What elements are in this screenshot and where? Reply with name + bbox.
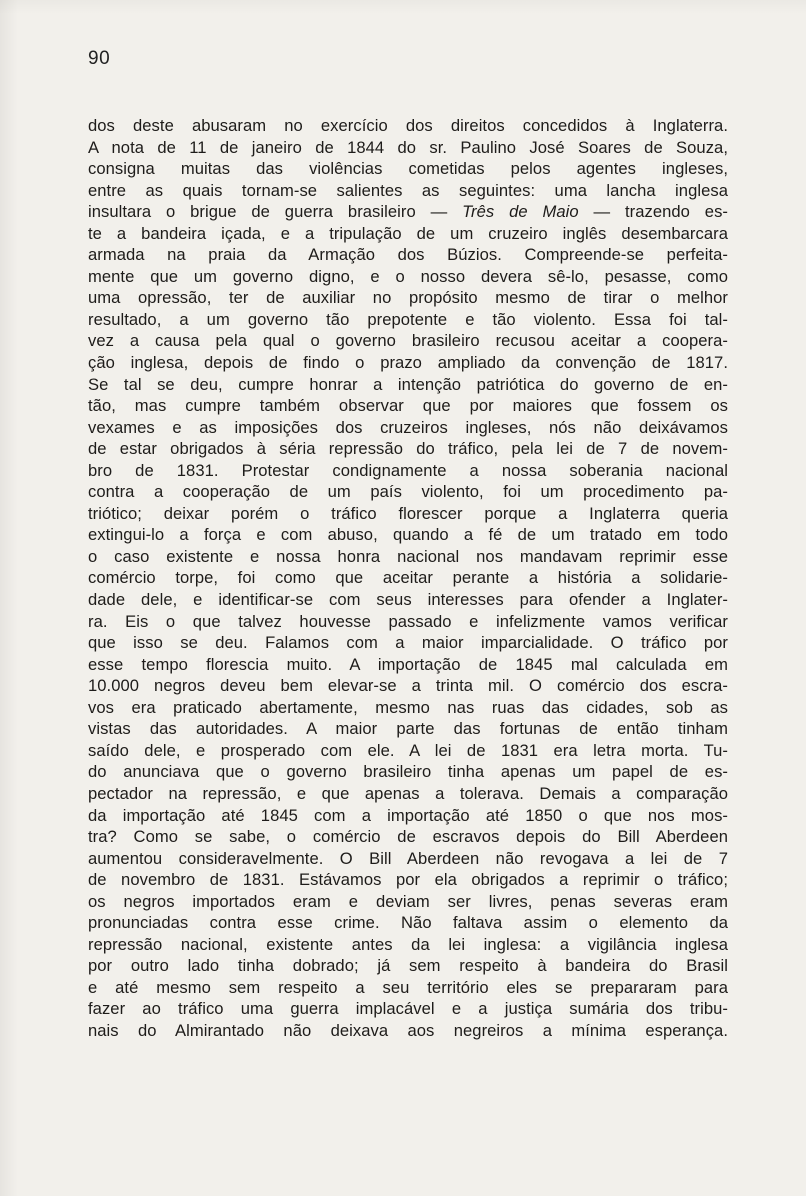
- text-line: Se tal se deu, cumpre honrar a intenção patriótica do governo de en-: [88, 374, 728, 394]
- text-line: te a bandeira içada, e a tripulação de um cruzeiro inglês desembarcara: [88, 223, 728, 243]
- text-line: dos deste abusaram no exercício dos direitos concedidos à Inglaterra.: [88, 116, 728, 135]
- text-line: dade dele, e identificar-se com seus interesses para ofender a Inglater-: [88, 590, 728, 610]
- text-line: A nota de 11 de janeiro de 1844 do sr. Paulino José Soares de Souza,: [88, 137, 728, 157]
- text-line: e até mesmo sem respeito a seu território eles se prepararam para: [88, 977, 728, 997]
- text-line: nais do Almirantado não deixava aos negreiros a mínima esperança.: [88, 1020, 728, 1040]
- text-line: o caso existente e nossa honra nacional nos mandavam reprimir esse: [88, 546, 728, 566]
- text-line: vos era praticado abertamente, mesmo nas ruas das cidades, sob as: [88, 697, 728, 717]
- text-line: pronunciadas contra esse crime. Não faltava assim o elemento da: [88, 913, 728, 933]
- text-line: aumentou consideravelmente. O Bill Aberdeen não revogava a lei de 7: [88, 848, 728, 868]
- text-line: pectador na repressão, e que apenas a tolerava. Demais a comparação: [88, 783, 728, 803]
- text-line: de novembro de 1831. Estávamos por ela obrigados a reprimir o tráfico;: [88, 870, 728, 890]
- text-line: triótico; deixar porém o tráfico florescer porque a Inglaterra queria: [88, 503, 728, 523]
- text-line: entre as quais tornam-se salientes as seguintes: uma lancha inglesa: [88, 180, 728, 200]
- text-line: extingui-lo a força e com abuso, quando a fé de um tratado em todo: [88, 525, 728, 545]
- text-line: por outro lado tinha dobrado; já sem respeito à bandeira do Brasil: [88, 956, 728, 976]
- text-line: do anunciava que o governo brasileiro tinha apenas um papel de es-: [88, 762, 728, 782]
- body-text: [88, 115, 728, 1042]
- text-line: vez a causa pela qual o governo brasileiro recusou aceitar a coopera-: [88, 331, 728, 351]
- text-line: que isso se deu. Falamos com a maior imparcialidade. O tráfico por: [88, 633, 728, 653]
- text-line: contra a cooperação de um país violento, foi um procedimento pa-: [88, 482, 728, 502]
- text-line: 10.000 negros deveu bem elevar-se a trinta mil. O comércio dos escra-: [88, 676, 728, 696]
- text-line: tão, mas cumpre também observar que por maiores que fossem os: [88, 396, 728, 416]
- text-line: vistas das autoridades. A maior parte das fortunas de então tinham: [88, 719, 728, 739]
- text-line: bro de 1831. Protestar condignamente a nossa soberania nacional: [88, 460, 728, 480]
- ship-name: Três de Maio: [462, 202, 579, 222]
- text-line: resultado, a um governo tão prepotente e tão violento. Essa foi tal-: [88, 309, 728, 329]
- text-line: mente que um governo digno, e o nosso devera sê-lo, pesasse, como: [88, 266, 728, 286]
- text-line: saído dele, e prosperado com ele. A lei de 1831 era letra morta. Tu-: [88, 740, 728, 760]
- text-line: repressão nacional, existente antes da lei inglesa: a vigilância inglesa: [88, 934, 728, 954]
- text-line: ção inglesa, depois de findo o prazo ampliado da convenção de 1817.: [88, 353, 728, 373]
- text-line: vexames e as imposições dos cruzeiros ingleses, nós não deixávamos: [88, 417, 728, 437]
- page-number: 90: [88, 48, 111, 69]
- text-line: ra. Eis o que talvez houvesse passado e infelizmente vamos verificar: [88, 611, 728, 631]
- text-line: uma opressão, ter de auxiliar no propósito mesmo de tirar o melhor: [88, 288, 728, 308]
- text-line: fazer ao tráfico uma guerra implacável e a justiça sumária dos tribu-: [88, 999, 728, 1019]
- text-line: comércio torpe, foi como que aceitar perante a história a solidarie-: [88, 568, 728, 588]
- text-line: tra? Como se sabe, o comércio de escravos depois do Bill Aberdeen: [88, 827, 728, 847]
- text-line: armada na praia da Armação dos Búzios. Compreende-se perfeita-: [88, 245, 728, 265]
- text-line: consigna muitas das violências cometidas pelos agentes ingleses,: [88, 159, 728, 179]
- text-line: esse tempo florescia muito. A importação de 1845 mal calculada em: [88, 654, 728, 674]
- text-line: da importação até 1845 com a importação até 1850 o que nos mos-: [88, 805, 728, 825]
- text-line: insultara o brigue de guerra brasileiro — Três de Maio — trazendo es-: [88, 202, 729, 222]
- text-line: os negros importados eram e deviam ser livres, penas severas eram: [88, 891, 728, 911]
- text-line: de estar obrigados à séria repressão do tráfico, pela lei de 7 de novem-: [88, 439, 728, 459]
